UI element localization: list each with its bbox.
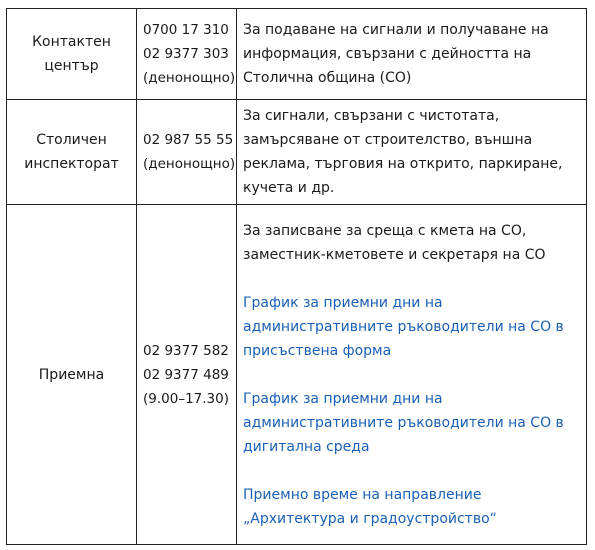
architecture-hours-link[interactable]: Приемно време на направление „Архитектура и градоустройство“ [243, 486, 497, 527]
schedule-in-person-link[interactable]: График за приемни дни на административните ръководители на СО в присъствена форма [243, 294, 564, 359]
contact-description: За записване за среща с кмета на СО, заместник-кметовете и секретаря на СО [243, 222, 546, 263]
phone-hours: (денонощно) [143, 156, 236, 172]
contact-name: Приемна [7, 205, 137, 545]
reception-cell [237, 205, 587, 545]
table-row [7, 205, 587, 545]
phone-hours: (9.00–17.30) [143, 390, 229, 407]
table-row [7, 100, 587, 205]
phone-number: 0700 17 310 [143, 22, 229, 38]
phone-number: 02 9377 582 [143, 342, 229, 359]
contacts-table [6, 8, 587, 545]
schedule-digital-link[interactable]: График за приемни дни на административните ръководители на СО в дигитална среда [243, 390, 564, 455]
contact-name: Контактен център [7, 9, 137, 100]
phone-number: 02 987 55 55 [143, 132, 234, 148]
contact-description: За подаване на сигнали и получаване на информация, свързани с дейността на Столична община (СО) [237, 9, 587, 100]
phone-number: 02 9377 303 [143, 46, 229, 62]
phone-hours: (денонощно) [143, 70, 236, 86]
table-row [7, 9, 587, 100]
phone-cell [137, 100, 237, 205]
phone-cell [137, 9, 237, 100]
contact-name: Столичен инспекторат [7, 100, 137, 205]
contact-description: За сигнали, свързани с чистотата, замърсяване от строителство, външна реклама, търговия на открито, паркиране, кучета и др. [237, 100, 587, 205]
phone-number: 02 9377 489 [143, 366, 229, 383]
phone-cell [137, 205, 237, 545]
